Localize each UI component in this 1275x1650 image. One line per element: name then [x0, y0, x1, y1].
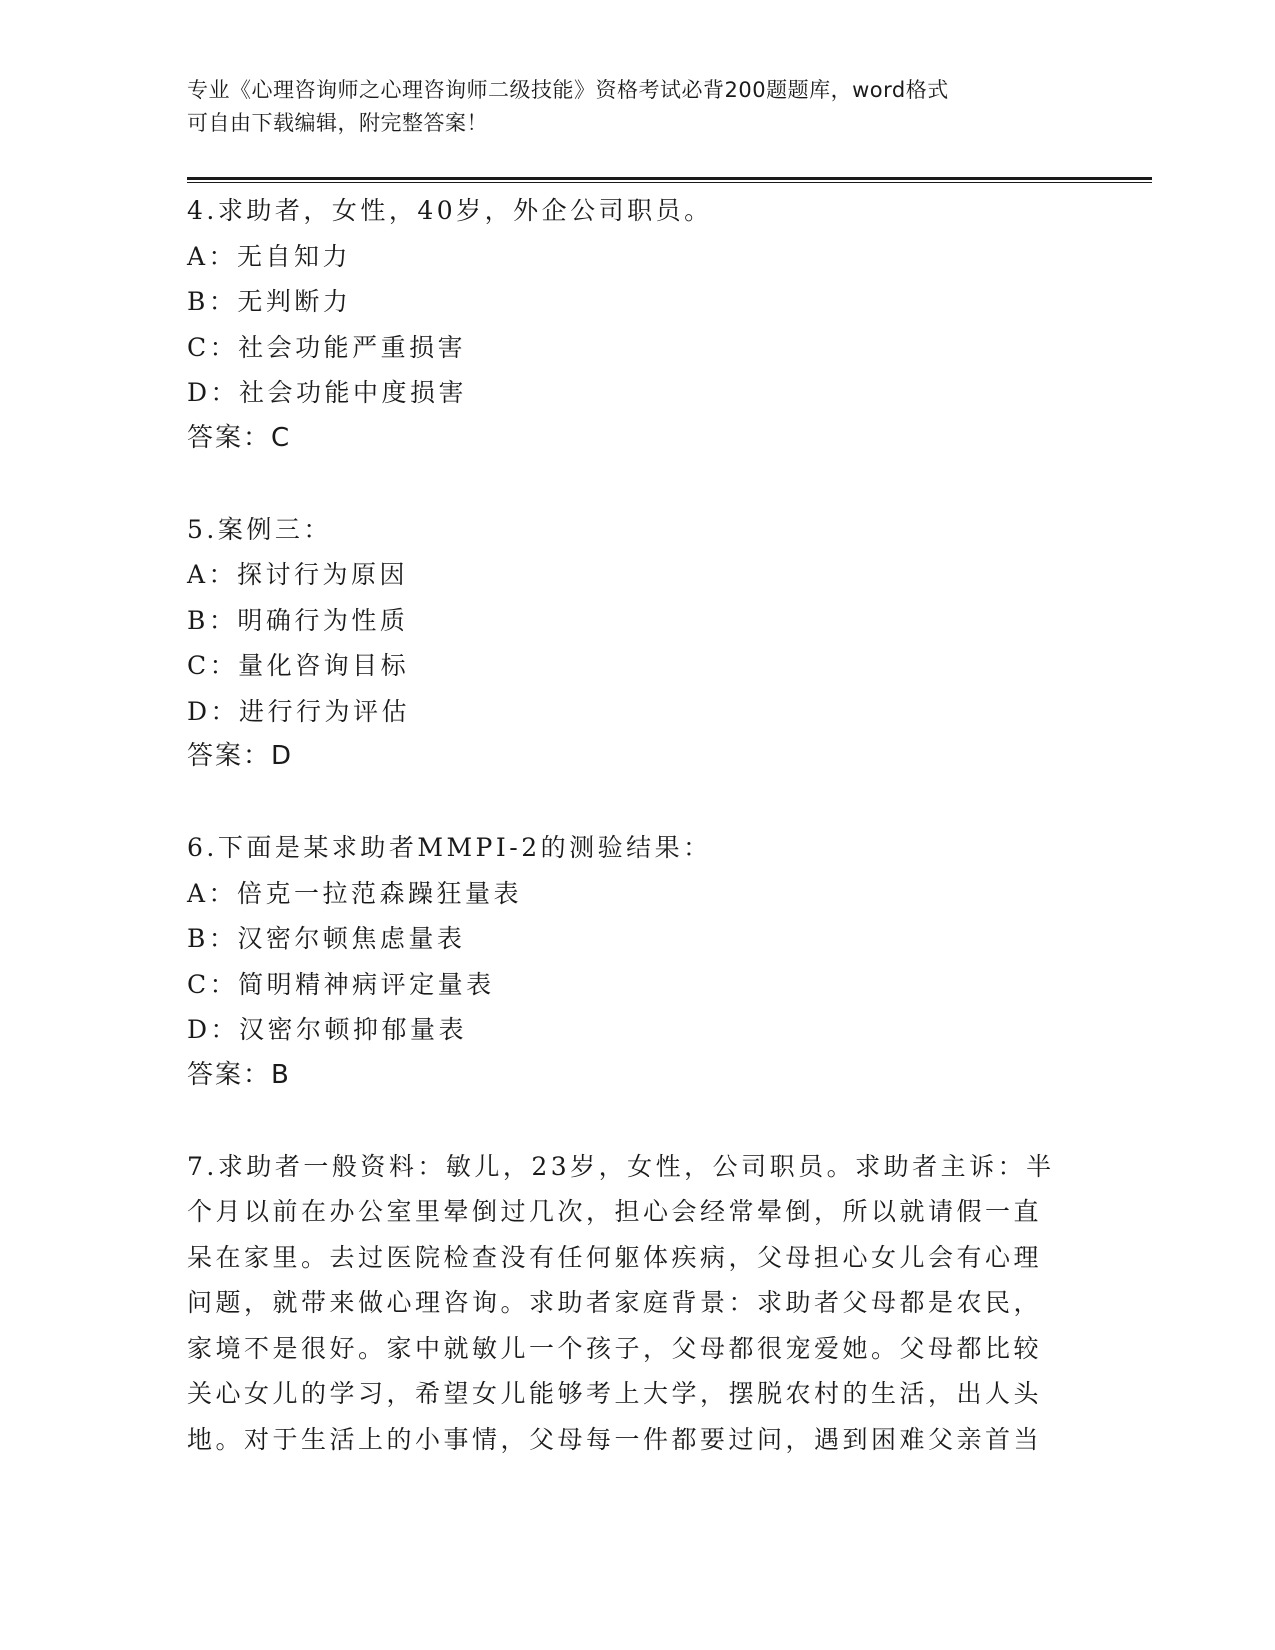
- question-7: [187, 1144, 1067, 1463]
- question-text-line: 地。对于生活上的小事情，父母每一件都要过问，遇到困难父亲首当: [187, 1424, 1043, 1454]
- question-stem: 6.下面是某求助者MMPI-2的测验结果：: [187, 833, 712, 862]
- question-text-line: 个月以前在办公室里晕倒过几次，担心会经常晕倒，所以就请假一直: [187, 1197, 1043, 1226]
- header-line-2: 可自由下载编辑，附完整答案！: [187, 111, 488, 135]
- answer: 答案：C: [187, 422, 292, 453]
- question-text-line: 家境不是很好。家中就敏儿一个孩子，父母都很宠爱她。父母都比较: [187, 1333, 1043, 1363]
- spacer: [187, 1098, 1067, 1144]
- option-b: B：无判断力: [187, 287, 352, 316]
- header-divider: [187, 177, 1152, 183]
- option-a: A：探讨行为原因: [187, 560, 409, 589]
- question-text-line: 关心女儿的学习，希望女儿能够考上大学，摆脱农村的生活，出人头: [187, 1379, 1043, 1408]
- question-stem: 5.案例三：: [187, 514, 332, 544]
- option-d: D：社会功能中度损害: [187, 378, 468, 407]
- question-6: [187, 825, 1067, 1098]
- question-text-line: 7.求助者一般资料：敏儿，23岁，女性，公司职员。求助者主诉：半: [187, 1151, 1055, 1181]
- spacer: [187, 780, 1067, 826]
- spacer: [187, 461, 1067, 507]
- option-a: A：无自知力: [187, 241, 352, 271]
- question-text-line: 呆在家里。去过医院检查没有任何躯体疾病，父母担心女儿会有心理: [187, 1242, 1043, 1272]
- option-c: C：社会功能严重损害: [187, 332, 467, 362]
- header-line-1: 专业《心理咨询师之心理咨询师二级技能》资格考试必背200题题库，word格式: [187, 78, 949, 102]
- question-stem: 4.求助者，女性，40岁，外企公司职员。: [187, 196, 713, 225]
- option-c: C：量化咨询目标: [187, 651, 410, 680]
- question-5: [187, 507, 1067, 780]
- question-4: [187, 188, 1067, 461]
- option-d: D：进行行为评估: [187, 696, 411, 726]
- question-list: [187, 188, 1067, 1462]
- option-c: C：简明精神病评定量表: [187, 969, 495, 999]
- option-a: A：倍克一拉范森躁狂量表: [187, 878, 523, 908]
- answer: 答案：B: [187, 1059, 291, 1090]
- question-text-line: 问题，就带来做心理咨询。求助者家庭背景：求助者父母都是农民，: [187, 1288, 1043, 1317]
- answer: 答案：D: [187, 741, 294, 771]
- option-b: B：汉密尔顿焦虑量表: [187, 924, 466, 953]
- option-d: D：汉密尔顿抑郁量表: [187, 1015, 468, 1044]
- document-header: [187, 74, 1067, 140]
- option-b: B：明确行为性质: [187, 605, 409, 635]
